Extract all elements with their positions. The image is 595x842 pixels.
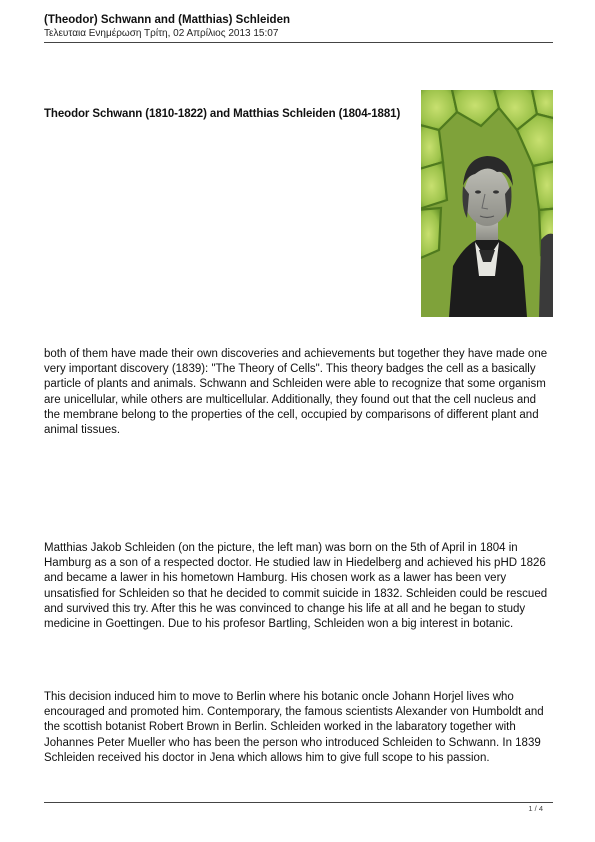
paragraph-berlin-years: This decision induced him to move to Berlin where his botanic oncle Johann Horjel lives who encouraged and promoted him. Contemporary, the famous scientists Alexander von Humboldt and the scottish botanist Robert Brown in Berlin. Schleiden worked in the labaratory together with Johannes Peter Mueller who has been the person who introduced Schleiden to Schwann. In 1839 Schleiden received his doctor in Jena which allows him to give full scope to his passion.: [44, 691, 544, 764]
paragraph-schleiden-biography: Matthias Jakob Schleiden (on the picture, the left man) was born on the 5th of April in 1804 in Hamburg as a son of a respected doctor. He studied law in Hiedelberg and achieved his pHD 1826 and became a lawer in his hometown Hamburg. His chosen work as a lawer has been very unsatisfied for Schleiden so that he decided to commit suicide in 1832. Schleiden could be rescued and survived this try. After this he was convinced to change his life at all and he began to study medicine in Goettingen. Due to his profesor Bartling, Schleiden won a big interest in botanic.: [44, 542, 548, 631]
article-heading: Theodor Schwann (1810-1822) and Matthias Schleiden (1804-1881): [44, 108, 401, 120]
footer-divider: [44, 802, 553, 803]
page-number: 1 / 4: [528, 804, 543, 813]
document-title: (Theodor) Schwann and (Matthias) Schleiden: [44, 14, 290, 26]
header-divider: [44, 42, 553, 43]
last-updated-line: Τελευταια Ενημέρωση Τρίτη, 02 Απρίλιος 2013 15:07: [44, 28, 279, 39]
portrait-image: [421, 90, 553, 317]
paragraph-cell-theory: both of them have made their own discoveries and achievements but together they have made one very important discovery (1839): "The Theory of Cells". This theory badges the cell as a basically particle of plants and animals. Schwann and Schleiden were able to recognize that some organism are unicellular, while others are multicellular. Additionally, they found out that the cell nucleus and the membrane belong to the properties of the cell, occupied by comparisons of different plant and animal tissues.: [44, 348, 548, 437]
page-header: [44, 13, 552, 40]
